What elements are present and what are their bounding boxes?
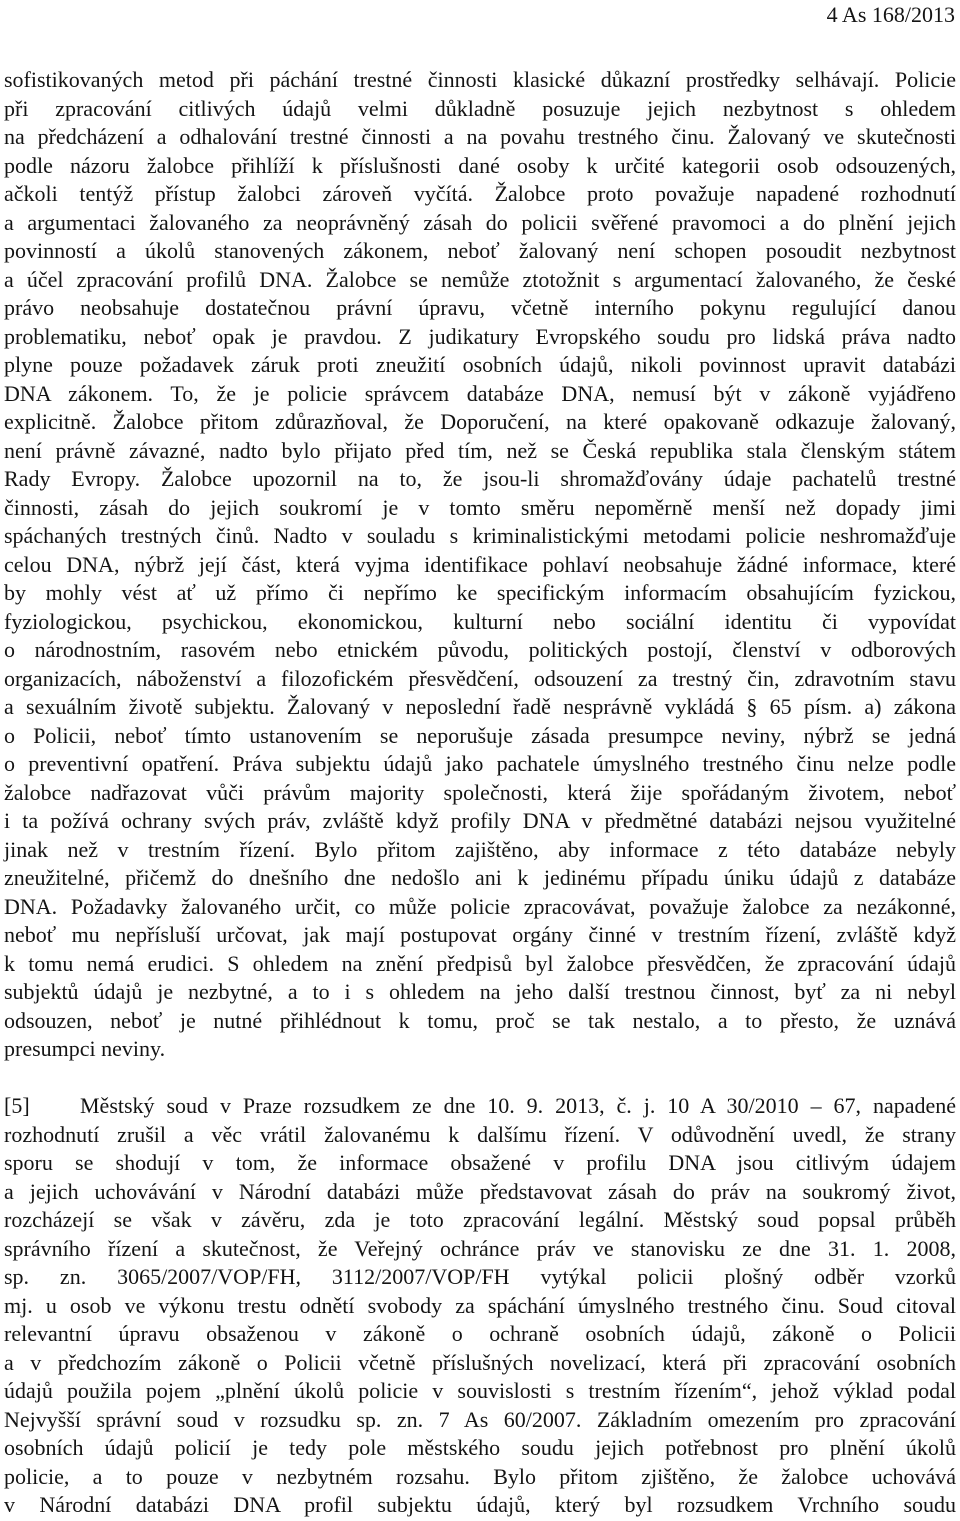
text-line-content: sporu se shodují v tom, že informace obsažené v profilu DNA jsou citlivým údajem xyxy=(4,1150,956,1175)
text-line xyxy=(4,95,956,124)
text-line-content: subjektů údajů je nezbytné, a to i s ohledem na jeho další trestnou činnost, byť za ni nebyl xyxy=(4,979,956,1004)
text-line xyxy=(4,1406,956,1435)
text-line-content: explicitně. Žalobce přitom zdůrazňoval, že Doporučení, na které opakovaně odkazuje žalovaný, xyxy=(4,409,956,434)
text-line-content: neboť mu nepřísluší určovat, jak mají postupovat orgány činné v trestním řízení, zvláště když xyxy=(4,922,956,947)
text-line xyxy=(4,408,956,437)
document-body xyxy=(4,66,956,1520)
text-line xyxy=(4,665,956,694)
text-line xyxy=(4,579,956,608)
text-line-content: Rady Evropy. Žalobce upozornil na to, že jsou-li shromažďovány údaje pachatelů trestné xyxy=(4,466,956,491)
paragraph xyxy=(4,1092,956,1520)
text-line xyxy=(4,1235,956,1264)
text-line-content: právo neobsahuje dostatečnou právní úpravu, včetně interního pokynu regulující danou xyxy=(4,295,956,320)
text-line-content: a jejich uchovávání v Národní databázi může představovat zásah do práv na soukromý život, xyxy=(4,1178,956,1204)
text-line xyxy=(4,693,956,722)
text-line-content: osobních údajů policií je tedy pole městského soudu jejich potřebnost pro plnění úkolů xyxy=(4,1435,956,1460)
text-line-content: k tomu nemá erudici. S ohledem na znění předpisů byl žalobce přesvědčen, že zpracování údajů xyxy=(4,950,956,976)
text-line xyxy=(4,836,956,865)
text-line xyxy=(4,1206,956,1235)
text-line xyxy=(4,180,956,209)
text-line-content: zneužitelné, přičemž do dnešního dne nedošlo ani k jedinému případu úniku údajů z databáze xyxy=(4,865,956,890)
text-line-content: DNA. Požadavky žalovaného určit, co může policie zpracovávat, považuje žalobce za nezákonné, xyxy=(4,893,956,919)
text-line xyxy=(4,779,956,808)
text-line-content: rozcházejí se však v závěru, zda je toto zpracování legální. Městský soud popsal průběh xyxy=(4,1207,956,1232)
text-line-content: a v předchozím zákoně o Policii včetně příslušných novelizací, která při zpracování osobních xyxy=(4,1349,956,1375)
text-line-content: a argumentaci žalovaného za neoprávněný zásah do policii svěřené pravomoci a do plnění jejich xyxy=(4,209,956,235)
text-line-content: správního řízení a skutečnost, že Veřejný ochránce práv ve stanovisku ze dne 31. 1. 2008, xyxy=(4,1235,956,1261)
text-line-content: by mohly vést ať už přímo či nepřímo ke specifickým informacím obsahujícím fyzickou, xyxy=(4,580,956,605)
text-line xyxy=(4,636,956,665)
text-line-content: v Národní databázi DNA profil subjektu údajů, který byl rozsudkem Vrchního soudu xyxy=(4,1492,956,1517)
text-line-content: odsouzen, neboť je nutné přihlédnout k tomu, proč se tak nestalo, a to přesto, že uznává xyxy=(4,1007,956,1033)
text-line xyxy=(4,750,956,779)
text-line-content: fyziologickou, psychickou, ekonomickou, kulturní nebo sociální identitu či vypovídat xyxy=(4,608,956,634)
text-line xyxy=(4,437,956,466)
text-line xyxy=(4,1178,956,1207)
text-line-content: policie, a to pouze v nezbytném rozsahu. Bylo přitom zjištěno, že žalobce uchovává xyxy=(4,1463,956,1489)
text-line-content: organizacích, náboženství a filozofickém přesvědčení, odsouzení za trestný čin, zdravotním stavu xyxy=(4,665,956,691)
text-line xyxy=(4,1121,956,1150)
text-line-content: celou DNA, nýbrž její část, která vyjma identifikace pohlaví neobsahuje žádné informace, které xyxy=(4,551,956,577)
text-line xyxy=(4,351,956,380)
text-line-content: žalobce nadřazovat vůči právům majority společnosti, která žije spořádaným životem, neboť xyxy=(4,779,956,805)
text-line-content: o Policii, neboť tímto ustanovením se neporušuje zásada presumpce neviny, nýbrž se jedná xyxy=(4,722,956,748)
text-line-content: povinností a úkolů stanovených zákonem, neboť žalovaný není schopen posoudit nezbytnost xyxy=(4,238,956,263)
text-line-content: jinak než v trestním řízení. Bylo přitom zajištěno, aby informace z této databáze nebyly xyxy=(4,836,956,862)
text-line-content: problematiku, neboť opak je pravdou. Z judikatury Evropského soudu pro lidská práva nadto xyxy=(4,323,956,349)
text-line-content: mj. u osob ve výkonu trestu odnětí svobody za spáchání úmyslného trestného činu. Soud citoval xyxy=(4,1292,956,1318)
text-line xyxy=(4,66,956,95)
text-line-content: a sexuálním životě subjektu. Žalovaný v neposlední řadě nesprávně vykládá § 65 písm. a) zákona xyxy=(4,694,956,719)
text-line xyxy=(4,1434,956,1463)
text-line xyxy=(4,1149,956,1178)
text-line xyxy=(4,266,956,295)
text-line-content: presumpci neviny. xyxy=(4,1036,166,1061)
text-line xyxy=(4,950,956,979)
paragraph-number: [5] xyxy=(4,1093,30,1118)
text-line-content: sp. zn. 3065/2007/VOP/FH, 3112/2007/VOP/FH vytýkal policii plošný odběr vzorků xyxy=(4,1264,956,1289)
text-line-content: při zpracování citlivých údajů velmi důkladně posuzuje jejich nezbytnost s ohledem xyxy=(4,95,956,121)
text-line xyxy=(4,1007,956,1036)
text-line-body xyxy=(80,1092,956,1121)
text-line xyxy=(4,152,956,181)
text-line-content: údajů použila pojem „plnění úkolů policie v souvislosti s trestním řízením“, jehož výklad podal xyxy=(4,1378,956,1403)
text-line-last xyxy=(4,1035,956,1064)
text-line xyxy=(4,465,956,494)
text-line-content: sofistikovaných metod při páchání trestné činnosti klasické důkazní prostředky selhávají. Policie xyxy=(4,67,956,92)
text-line xyxy=(4,294,956,323)
text-line xyxy=(4,237,956,266)
text-line xyxy=(4,1349,956,1378)
paragraph xyxy=(4,66,956,1064)
text-line xyxy=(4,522,956,551)
text-line-content: spáchaných trestných činů. Nadto v souladu s kriminalistickými metodami policie neshromažďuje xyxy=(4,523,956,548)
text-line-content: Nejvyšší správní soud v rozsudku sp. zn. 7 As 60/2007. Základním omezením pro zpracování xyxy=(4,1406,956,1432)
text-line xyxy=(4,1263,956,1292)
text-line-content: činnosti, zásah do jejich soukromí je v tomto směru nepoměrně menší než dopady jimi xyxy=(4,494,956,520)
text-line xyxy=(4,807,956,836)
text-line-content: relevantní úpravu obsaženou v zákoně o ochraně osobních údajů, zákoně o Policii xyxy=(4,1321,956,1346)
text-line xyxy=(4,1377,956,1406)
text-line-content: DNA zákonem. To, že je policie správcem databáze DNA, nemusí být v zákoně vyjádřeno xyxy=(4,380,956,406)
text-line-content: i ta požívá ochrany svých práv, zvláště když profily DNA v předmětné databázi nejsou využitelné xyxy=(4,808,956,833)
text-line-content: podle názoru žalobce přihlíží k příslušnosti dané osoby k určité kategorii osob odsouzených, xyxy=(4,152,956,178)
text-line xyxy=(4,893,956,922)
text-line xyxy=(4,864,956,893)
text-line xyxy=(4,921,956,950)
text-line xyxy=(4,380,956,409)
case-number-header: 4 As 168/2013 xyxy=(826,2,955,27)
text-line-content: a účel zpracování profilů DNA. Žalobce se nemůže ztotožnit s argumentací žalovaného, že české xyxy=(4,266,956,292)
paragraph-spacer xyxy=(4,1064,956,1093)
text-line xyxy=(4,1292,956,1321)
text-line xyxy=(4,1491,956,1520)
text-line xyxy=(4,494,956,523)
text-line-content: o preventivní opatření. Práva subjektu údajů jako pachatele úmyslného trestného činu nelze podle xyxy=(4,751,956,776)
text-line xyxy=(4,722,956,751)
text-line-content: Městský soud v Praze rozsudkem ze dne 10. 9. 2013, č. j. 10 A 30/2010 – 67, napadené xyxy=(80,1093,956,1118)
text-line xyxy=(4,123,956,152)
text-line-content: rozhodnutí zrušil a věc vrátil žalovanému k dalšímu řízení. V odůvodnění uvedl, že strany xyxy=(4,1121,956,1147)
text-line xyxy=(4,209,956,238)
text-line xyxy=(4,323,956,352)
text-line xyxy=(4,1463,956,1492)
text-line-content: ačkoli tentýž přístup žalobci zároveň vyčítá. Žalobce proto považuje napadené rozhodnutí xyxy=(4,181,956,206)
text-line xyxy=(4,551,956,580)
text-line xyxy=(4,1320,956,1349)
text-line xyxy=(4,608,956,637)
text-line xyxy=(4,1092,956,1121)
text-line-content: plyne pouze požadavek záruk proti zneužití osobních údajů, nikoli povinnost upravit databázi xyxy=(4,352,956,377)
text-line-content: na předcházení a odhalování trestné činnosti a na povahu trestného činu. Žalovaný ve skutečnosti xyxy=(4,124,956,149)
text-line-content: není právně závazné, nadto bylo přijato před tím, než se Česká republika stala členským státem xyxy=(4,437,956,463)
text-line xyxy=(4,978,956,1007)
text-line-content: o národnostním, rasovém nebo etnickém původu, politických postojí, členství v odborových xyxy=(4,637,956,662)
